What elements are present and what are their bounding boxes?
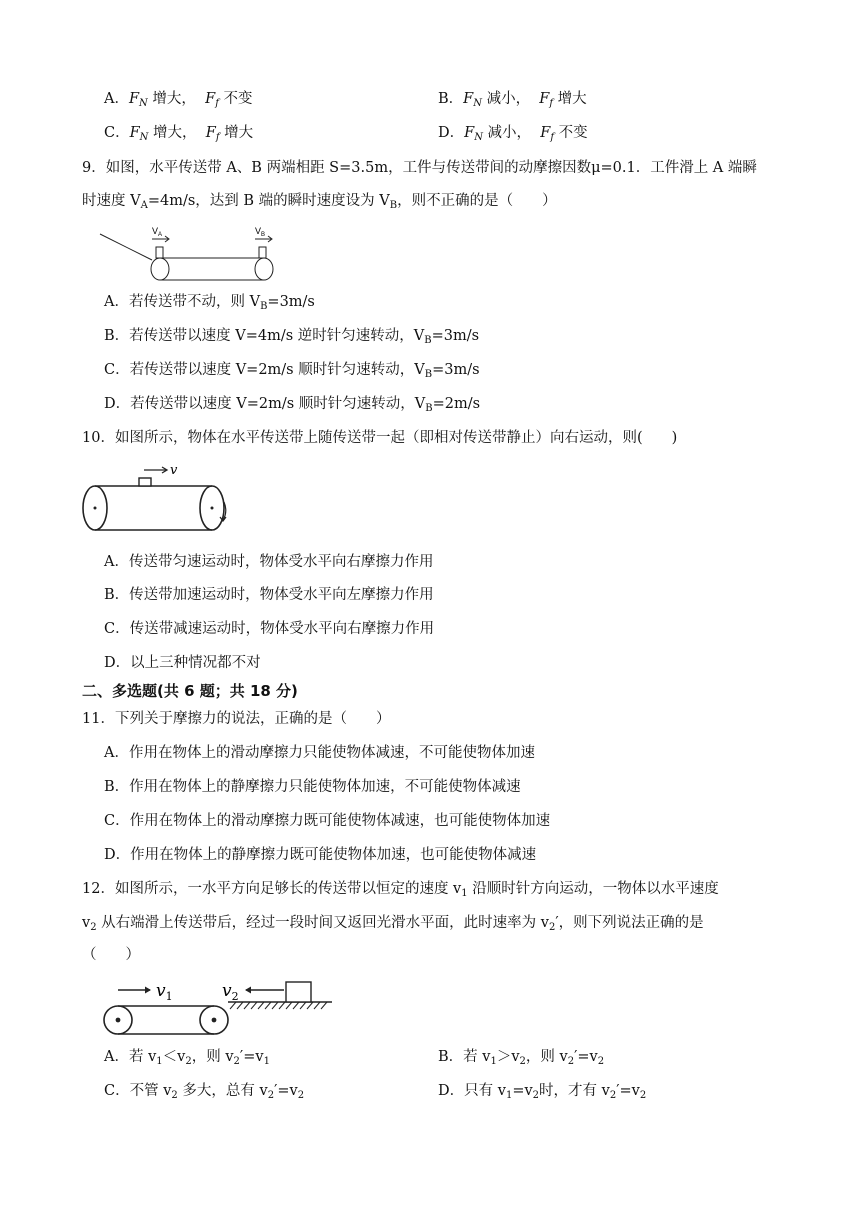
q9-label-vb: $V_B$ [255, 226, 266, 238]
q12-stem-line3: （ ） [82, 947, 140, 963]
q9-conveyor-figure [100, 222, 280, 284]
q12-option-a: A．若 $v_1<v_2$，则 $v_2'=v_1$ [104, 1049, 270, 1067]
q9-option-d: D．若传送带以速度 V=2m/s 顺时针匀速转动，$V_B=2m/s$ [104, 396, 481, 414]
q12-label-v2: $v_2$ [222, 981, 239, 1003]
q9-pulley-right [255, 258, 273, 280]
q12-conveyor-figure [100, 976, 340, 1038]
q12-axle-left [116, 1018, 121, 1023]
q10-conveyor-figure [82, 460, 232, 532]
q10-stem: 10．如图所示，物体在水平传送带上随传送带一起（即相对传送带静止）向右运动，则( ) [82, 430, 678, 446]
q12-arrowhead-v1 [145, 987, 151, 994]
q10-axle-left [94, 507, 97, 510]
q10-axle-right [211, 507, 214, 510]
q9-incline-line [100, 234, 152, 260]
q11-option-a: A．作用在物体上的滑动摩擦力只能使物体减速，不可能使物体加速 [104, 745, 535, 761]
q9-stem-line2: 时速度 $V_A=4m/s$，达到 B 端的瞬时速度设为 $V_B$，则不正确的是（ ） [82, 193, 557, 211]
q8-option-a: A．$F_N$ 增大， $F_f$ 不变 [104, 91, 253, 109]
q12-arrowhead-v2 [245, 987, 251, 994]
q11-option-c: C．作用在物体上的滑动摩擦力既可能使物体减速，也可能使物体加速 [104, 813, 551, 829]
q8-option-c: C．$F_N$ 增大， $F_f$ 增大 [104, 125, 254, 143]
q12-axle-right [212, 1018, 217, 1023]
q11-option-b: B．作用在物体上的静摩擦力只能使物体加速，不可能使物体减速 [104, 779, 521, 795]
q12-stem-line1: 12．如图所示，一水平方向足够长的传送带以恒定的速度 $v_1$ 沿顺时针方向运动，一物体以水平速度 [82, 881, 719, 899]
q9-option-b: B．若传送带以速度 V=4m/s 逆时针匀速转动，$V_B=3m/s$ [104, 328, 480, 346]
q12-option-d: D．只有 $v_1=v_2$时，才有 $v_2'=v_2$ [438, 1083, 647, 1101]
q10-option-b: B．传送带加速运动时，物体受水平向左摩擦力作用 [104, 587, 434, 603]
q9-option-a: A．若传送带不动，则 $V_B=3m/s$ [104, 294, 315, 312]
q11-stem: 11．下列关于摩擦力的说法，正确的是（ ） [82, 711, 391, 727]
q12-label-v1: $v_1$ [156, 981, 173, 1003]
q10-option-a: A．传送带匀速运动时，物体受水平向右摩擦力作用 [104, 554, 434, 570]
q9-pulley-left [151, 258, 169, 280]
q8-option-d: D．$F_N$ 减小， $F_f$ 不变 [438, 125, 588, 143]
q9-workpiece-a [156, 247, 163, 258]
q11-option-d: D．作用在物体上的静摩擦力既可能使物体加速，也可能使物体减速 [104, 847, 537, 863]
q9-label-va: $V_A$ [152, 226, 163, 238]
section-heading-multiple-choice: 二、多选题(共 6 题；共 18 分) [82, 682, 298, 700]
q12-block [286, 982, 311, 1002]
q10-label-v: v [170, 463, 178, 478]
q9-stem-line1: 9．如图，水平传送带 A、B 两端相距 S=3.5m，工件与传送带间的动摩擦因数μ=0.1．工件滑上 A 端瞬 [82, 160, 757, 176]
q8-option-b: B．$F_N$ 减小， $F_f$ 增大 [438, 91, 587, 109]
q10-option-c: C．传送带减速运动时，物体受水平向右摩擦力作用 [104, 621, 435, 637]
q12-option-c: C．不管 $v_2$ 多大，总有 $v_2'=v_2$ [104, 1083, 305, 1101]
q12-ground-hatch [230, 1002, 327, 1009]
q12-option-b: B．若 $v_1>v_2$，则 $v_2'=v_2$ [438, 1049, 605, 1067]
q12-stem-line2: $v_2$ 从右端滑上传送带后，经过一段时间又返回光滑水平面，此时速率为 $v_2'$，则下列说法正确的是 [82, 915, 704, 933]
q10-option-d: D．以上三种情况都不对 [104, 655, 261, 671]
q9-option-c: C．若传送带以速度 V=2m/s 顺时针匀速转动，$V_B=3m/s$ [104, 362, 480, 380]
q10-block [139, 478, 151, 486]
q9-workpiece-b [259, 247, 266, 258]
